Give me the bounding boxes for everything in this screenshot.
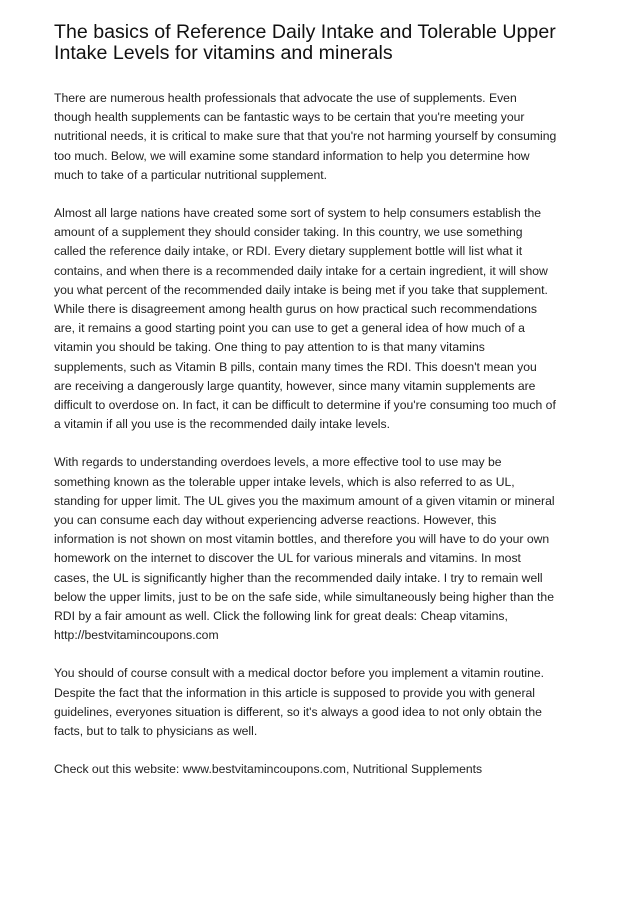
document-page <box>54 22 594 780</box>
text-line: Almost all large nations have created some sort of system to help consumers establish the <box>54 206 542 221</box>
paragraph-intro <box>54 89 594 185</box>
text-line: With regards to understanding overdoes levels, a more effective tool to use may be <box>54 455 502 470</box>
text-line: called the reference daily intake, or RDI. Every dietary supplement bottle will list what it <box>54 244 523 259</box>
text-line: a vitamin if all you use is the recommended daily intake levels. <box>54 417 390 432</box>
text-line: While there is disagreement among health gurus on how practical such recommendations <box>54 302 538 317</box>
text-line: http://bestvitamincoupons.com <box>54 628 219 643</box>
title-line: Intake Levels for vitamins and minerals <box>54 42 393 64</box>
text-line: you can consume each day without experiencing adverse reactions. However, this <box>54 513 497 528</box>
text-line: Despite the fact that the information in this article is supposed to provide you with general <box>54 685 535 700</box>
text-line: information is not shown on most vitamin bottles, and therefore you will have to do your own <box>54 532 550 547</box>
text-line: you what percent of the recommended daily intake is being met if you take that supplement. <box>54 282 548 297</box>
text-line: something known as the tolerable upper intake levels, which is also referred to as UL, <box>54 474 515 489</box>
text-line: too much. Below, we will examine some standard information to help you determine how <box>54 148 530 163</box>
text-line: difficult to overdose on. In fact, it can be difficult to determine if you're consuming too much of <box>54 398 556 413</box>
text-line: homework on the internet to discover the UL for various minerals and vitamins. In most <box>54 551 521 566</box>
paragraph-consult <box>54 664 594 741</box>
text-line: are, it remains a good starting point you can use to get a general idea of how much of a <box>54 321 525 336</box>
text-line: Check out this website: www.bestvitamincoupons.com, Nutritional Supplements <box>54 762 483 777</box>
text-line: standing for upper limit. The UL gives you the maximum amount of a given vitamin or mineral <box>54 493 555 508</box>
text-line: amount of a supplement they should consider taking. In this country, we use something <box>54 225 523 240</box>
text-line: cases, the UL is significantly higher than the recommended daily intake. I try to remain well <box>54 570 543 585</box>
text-line: much to take of a particular nutritional supplement. <box>54 167 328 182</box>
document-title <box>54 22 594 64</box>
text-line: below the upper limits, just to be on the safe side, while simultaneously being higher than the <box>54 589 554 604</box>
text-line: are receiving a dangerously large quantity, however, since many vitamin supplements are <box>54 378 536 393</box>
text-line: supplements, such as Vitamin B pills, contain many times the RDI. This doesn't mean you <box>54 359 537 374</box>
text-line: nutritional needs, it is critical to make sure that that you're not harming yourself by consuming <box>54 129 557 144</box>
title-line: The basics of Reference Daily Intake and Tolerable Upper <box>54 21 556 43</box>
text-line: guidelines, everyones situation is different, so it's always a good idea to not only obtain the <box>54 704 542 719</box>
text-line: There are numerous health professionals that advocate the use of supplements. Even <box>54 91 517 105</box>
text-line: facts, but to talk to physicians as well. <box>54 724 258 739</box>
text-line: You should of course consult with a medical doctor before you implement a vitamin routine. <box>54 666 545 681</box>
paragraph-website <box>54 760 594 779</box>
text-line: RDI by a fair amount as well. Click the following link for great deals: Cheap vitamins, <box>54 609 508 624</box>
text-line: though health supplements can be fantastic ways to be certain that you're meeting your <box>54 110 525 125</box>
text-line: vitamin you should be taking. One thing to pay attention to is that many vitamins <box>54 340 485 355</box>
text-line: contains, and when there is a recommended daily intake for a certain ingredient, it will show <box>54 263 548 278</box>
paragraph-rdi <box>54 204 594 434</box>
paragraph-ul <box>54 453 594 645</box>
